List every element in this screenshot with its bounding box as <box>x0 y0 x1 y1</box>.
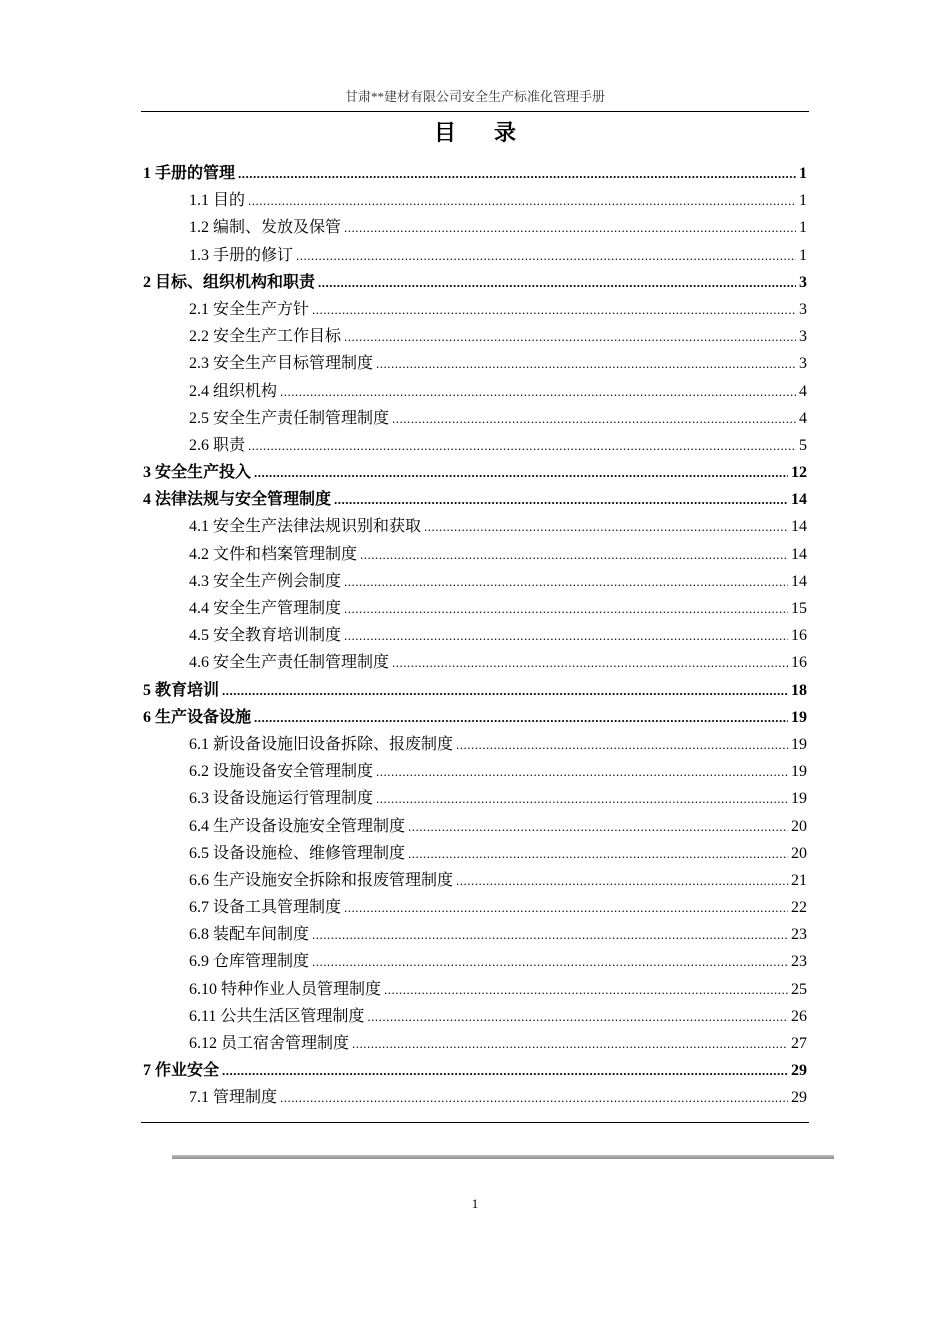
toc-entry-label: 6.11 公共生活区管理制度 <box>189 1007 365 1025</box>
toc-entry-label: 2.6 职责 <box>189 436 246 454</box>
toc-entry-label: 6.5 设备设施检、维修管理制度 <box>189 844 406 862</box>
toc-entry-page: 14 <box>791 572 807 590</box>
toc-dot-leader <box>344 894 788 921</box>
toc-dot-leader <box>392 649 788 676</box>
toc-entry-page: 20 <box>791 844 807 862</box>
table-of-contents <box>141 160 809 1112</box>
toc-entry-page: 25 <box>791 980 807 998</box>
toc-dot-leader <box>376 785 788 812</box>
toc-section-entry[interactable] <box>141 1030 809 1057</box>
toc-dot-leader <box>352 1030 788 1057</box>
toc-section-entry[interactable] <box>141 513 809 540</box>
toc-chapter-entry[interactable] <box>141 677 809 704</box>
toc-chapter-entry[interactable] <box>141 704 809 731</box>
toc-entry-page: 5 <box>799 436 807 454</box>
toc-section-entry[interactable] <box>141 568 809 595</box>
toc-dot-leader <box>238 160 796 187</box>
toc-entry-page: 4 <box>799 409 807 427</box>
toc-dot-leader <box>376 758 788 785</box>
toc-entry-label: 6.12 员工宿舍管理制度 <box>189 1035 350 1052</box>
toc-section-entry[interactable] <box>141 242 809 269</box>
toc-entry-label: 6.1 新设备设施旧设备拆除、报废制度 <box>189 735 454 753</box>
toc-title <box>141 116 809 147</box>
toc-section-entry[interactable] <box>141 323 809 350</box>
toc-section-entry[interactable] <box>141 214 809 241</box>
toc-entry-label: 2.3 安全生产目标管理制度 <box>189 355 374 373</box>
toc-dot-leader <box>344 323 796 350</box>
toc-entry-label: 6.9 仓库管理制度 <box>189 953 310 971</box>
toc-entry-page: 15 <box>791 600 807 617</box>
toc-entry-label: 4.1 安全生产法律法规识别和获取 <box>189 518 422 536</box>
toc-title-char-2: 录 <box>494 120 517 145</box>
toc-dot-leader <box>408 840 788 867</box>
toc-dot-leader <box>254 704 788 731</box>
toc-entry-page: 3 <box>799 328 807 346</box>
toc-dot-leader <box>344 214 796 241</box>
toc-chapter-entry[interactable] <box>141 486 809 513</box>
toc-entry-label: 2 目标、组织机构和职责 <box>143 273 316 291</box>
toc-entry-page: 16 <box>791 627 807 645</box>
toc-section-entry[interactable] <box>141 894 809 921</box>
toc-entry-label: 2.5 安全生产责任制管理制度 <box>189 409 390 427</box>
toc-entry-label: 7.1 管理制度 <box>189 1089 278 1107</box>
toc-entry-label: 6.4 生产设备设施安全管理制度 <box>189 817 406 835</box>
toc-entry-label: 1 手册的管理 <box>143 165 236 182</box>
toc-section-entry[interactable] <box>141 541 809 568</box>
toc-entry-page: 12 <box>791 464 807 482</box>
toc-dot-leader <box>360 541 788 568</box>
toc-entry-page: 1 <box>799 219 807 237</box>
toc-section-entry[interactable] <box>141 731 809 758</box>
toc-section-entry[interactable] <box>141 785 809 812</box>
toc-chapter-entry[interactable] <box>141 269 809 296</box>
toc-dot-leader <box>334 486 788 513</box>
toc-entry-label: 6 生产设备设施 <box>143 708 252 726</box>
toc-dot-leader <box>312 296 796 323</box>
toc-dot-leader <box>344 622 788 649</box>
toc-entry-page: 3 <box>799 355 807 373</box>
toc-dot-leader <box>384 976 788 1003</box>
toc-dot-leader <box>248 432 796 459</box>
toc-section-entry[interactable] <box>141 595 809 622</box>
toc-dot-leader <box>376 350 796 377</box>
toc-chapter-entry[interactable] <box>141 459 809 486</box>
toc-entry-page: 19 <box>791 790 807 808</box>
toc-entry-label: 6.3 设备设施运行管理制度 <box>189 790 374 808</box>
toc-dot-leader <box>222 677 788 704</box>
toc-entry-page: 4 <box>799 382 807 400</box>
toc-dot-leader <box>312 948 788 975</box>
toc-entry-page: 19 <box>791 708 807 726</box>
toc-dot-leader <box>344 595 788 622</box>
toc-entry-page: 23 <box>791 926 807 944</box>
toc-dot-leader <box>296 242 796 269</box>
toc-entry-label: 4.4 安全生产管理制度 <box>189 600 342 617</box>
toc-dot-leader <box>312 921 788 948</box>
toc-entry-label: 4 法律法规与安全管理制度 <box>143 491 332 509</box>
toc-title-char-1: 目 <box>433 120 456 145</box>
toc-dot-leader <box>318 269 796 296</box>
toc-entry-page: 3 <box>799 300 807 318</box>
toc-entry-page: 1 <box>799 192 807 210</box>
toc-entry-label: 1.3 手册的修订 <box>189 246 294 264</box>
bottom-rule <box>141 1122 809 1123</box>
toc-entry-label: 1.1 目的 <box>189 192 246 210</box>
toc-entry-label: 6.7 设备工具管理制度 <box>189 899 342 917</box>
toc-entry-label: 2.1 安全生产方针 <box>189 300 310 318</box>
running-header: 甘肃**建材有限公司安全生产标准化管理手册 <box>141 86 809 112</box>
toc-entry-page: 18 <box>791 681 807 699</box>
toc-section-entry[interactable] <box>141 378 809 405</box>
toc-entry-page: 14 <box>791 491 807 509</box>
toc-dot-leader <box>254 459 788 486</box>
toc-section-entry[interactable] <box>141 187 809 214</box>
toc-entry-page: 14 <box>791 518 807 536</box>
toc-entry-page: 16 <box>791 654 807 672</box>
toc-entry-page: 23 <box>791 953 807 971</box>
toc-entry-page: 1 <box>799 246 807 264</box>
toc-dot-leader <box>344 568 788 595</box>
toc-dot-leader <box>248 187 796 214</box>
toc-section-entry[interactable] <box>141 296 809 323</box>
toc-chapter-entry[interactable] <box>141 1057 809 1084</box>
toc-entry-page: 1 <box>799 165 807 182</box>
toc-section-entry[interactable] <box>141 921 809 948</box>
toc-entry-page: 22 <box>791 899 807 917</box>
toc-section-entry[interactable] <box>141 948 809 975</box>
toc-section-entry[interactable] <box>141 976 809 1003</box>
toc-entry-page: 27 <box>791 1035 807 1052</box>
toc-entry-label: 2.4 组织机构 <box>189 382 278 400</box>
toc-section-entry[interactable] <box>141 405 809 432</box>
toc-entry-label: 1.2 编制、发放及保管 <box>189 219 342 237</box>
toc-entry-label: 7 作业安全 <box>143 1062 220 1080</box>
toc-entry-label: 5 教育培训 <box>143 681 220 699</box>
toc-dot-leader <box>367 1003 788 1030</box>
toc-dot-leader <box>456 867 788 894</box>
page-number: 1 <box>471 1196 479 1211</box>
toc-section-entry[interactable] <box>141 1003 809 1030</box>
toc-dot-leader <box>280 1084 788 1111</box>
toc-entry-label: 4.3 安全生产例会制度 <box>189 572 342 590</box>
toc-dot-leader <box>408 813 788 840</box>
toc-dot-leader <box>392 405 796 432</box>
toc-entry-label: 4.2 文件和档案管理制度 <box>189 545 358 563</box>
toc-section-entry[interactable] <box>141 622 809 649</box>
toc-entry-label: 6.6 生产设施安全拆除和报废管理制度 <box>189 871 454 889</box>
toc-entry-page: 19 <box>791 763 807 781</box>
toc-entry-label: 3 安全生产投入 <box>143 464 252 482</box>
toc-entry-label: 6.10 特种作业人员管理制度 <box>189 980 382 998</box>
toc-entry-label: 2.2 安全生产工作目标 <box>189 328 342 346</box>
toc-section-entry[interactable] <box>141 1084 809 1111</box>
toc-entry-label: 4.5 安全教育培训制度 <box>189 627 342 645</box>
toc-entry-page: 21 <box>791 871 807 889</box>
toc-section-entry[interactable] <box>141 867 809 894</box>
toc-section-entry[interactable] <box>141 840 809 867</box>
toc-entry-page: 14 <box>791 545 807 563</box>
toc-dot-leader <box>456 731 788 758</box>
toc-chapter-entry[interactable] <box>141 160 809 187</box>
toc-entry-page: 29 <box>791 1062 807 1080</box>
toc-entry-label: 6.8 装配车间制度 <box>189 926 310 944</box>
toc-dot-leader <box>222 1057 788 1084</box>
toc-entry-label: 6.2 设施设备安全管理制度 <box>189 763 374 781</box>
footer-divider <box>172 1155 834 1159</box>
toc-dot-leader <box>424 513 788 540</box>
toc-entry-page: 20 <box>791 817 807 835</box>
toc-section-entry[interactable] <box>141 758 809 785</box>
toc-entry-page: 3 <box>799 273 807 291</box>
toc-section-entry[interactable] <box>141 432 809 459</box>
toc-section-entry[interactable] <box>141 813 809 840</box>
toc-entry-page: 19 <box>791 735 807 753</box>
toc-entry-page: 29 <box>791 1089 807 1107</box>
toc-dot-leader <box>280 378 796 405</box>
toc-entry-label: 4.6 安全生产责任制管理制度 <box>189 654 390 672</box>
toc-entry-page: 26 <box>791 1007 807 1025</box>
toc-section-entry[interactable] <box>141 649 809 676</box>
toc-section-entry[interactable] <box>141 350 809 377</box>
